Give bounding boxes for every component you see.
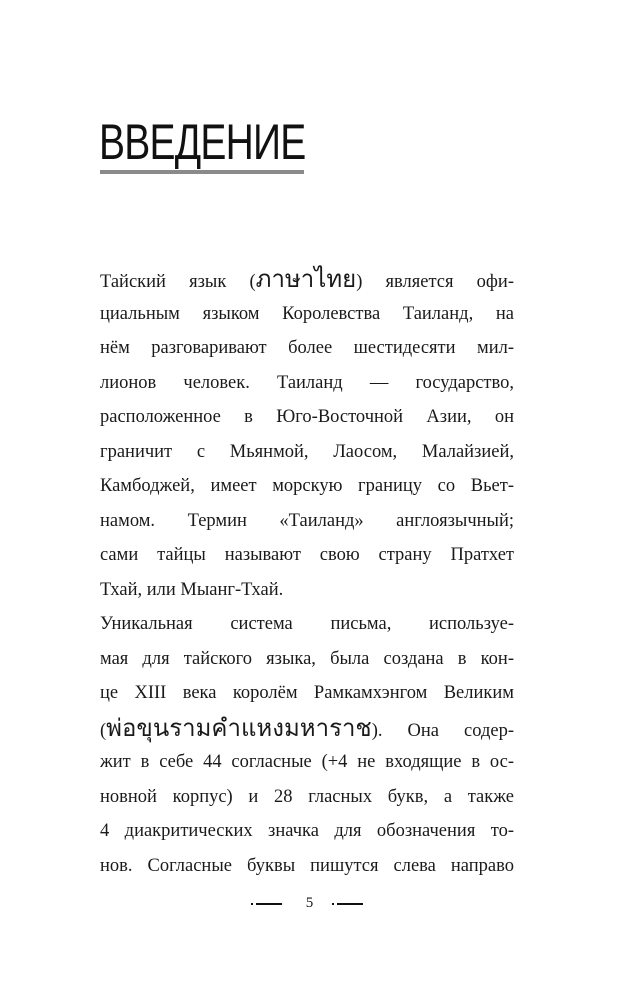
text-line: нов. Согласные буквы пишутся слева направо: [100, 855, 514, 876]
text-line: намом. Термин «Таиланд» англоязычный;: [100, 510, 514, 531]
text-line: расположенное в Юго-Восточной Азии, он: [100, 407, 514, 427]
page-footer: [0, 895, 619, 912]
text-line: лионов человек. Таиланд — государство,: [100, 372, 514, 393]
text-line: Тхай, или Мыанг-Тхай.: [100, 579, 284, 600]
text-line: Камбоджей, имеет морскую границу со Вьет-: [100, 476, 514, 496]
text-line: мая для тайского языка, была создана в кон-: [100, 648, 514, 669]
text: ). Она содер-: [371, 720, 514, 741]
text-line: це XIII века королём Рамкамхэнгом Великим: [100, 683, 514, 703]
text-line: 4 диакритических значка для обозначения то-: [100, 821, 514, 841]
title-underline: [100, 170, 304, 174]
text-line: жит в себе 44 согласные (+4 не входящие в ос-: [100, 752, 514, 772]
body-text: [100, 264, 514, 885]
text-line: сами тайцы называют свою страну Пратхет: [100, 545, 514, 565]
text-line: [100, 264, 514, 299]
text-line: нём разговаривают более шестидесяти мил-: [100, 338, 514, 358]
text: Тайский язык (: [100, 272, 256, 292]
text: ) является офи-: [356, 272, 514, 292]
chapter-title: ВВЕДЕНИЕ: [99, 114, 306, 170]
text-line: [100, 713, 514, 748]
footer-ornament-left: [256, 903, 282, 905]
footer-ornament-right: [337, 903, 363, 905]
text-line: циальным языком Королевства Таиланд, на: [100, 303, 514, 324]
page-number: 5: [305, 895, 314, 911]
thai-text: พ่อขุนรามคำแหงมหาราช: [106, 713, 372, 742]
text: (: [100, 720, 107, 741]
text-line: граничит с Мьянмой, Лаосом, Малайзией,: [100, 441, 514, 462]
text-line: новной корпус) и 28 гласных букв, а также: [100, 786, 514, 807]
thai-text: ภาษาไทย: [255, 265, 357, 293]
text-line: Уникальная система письма, используе-: [100, 614, 514, 634]
